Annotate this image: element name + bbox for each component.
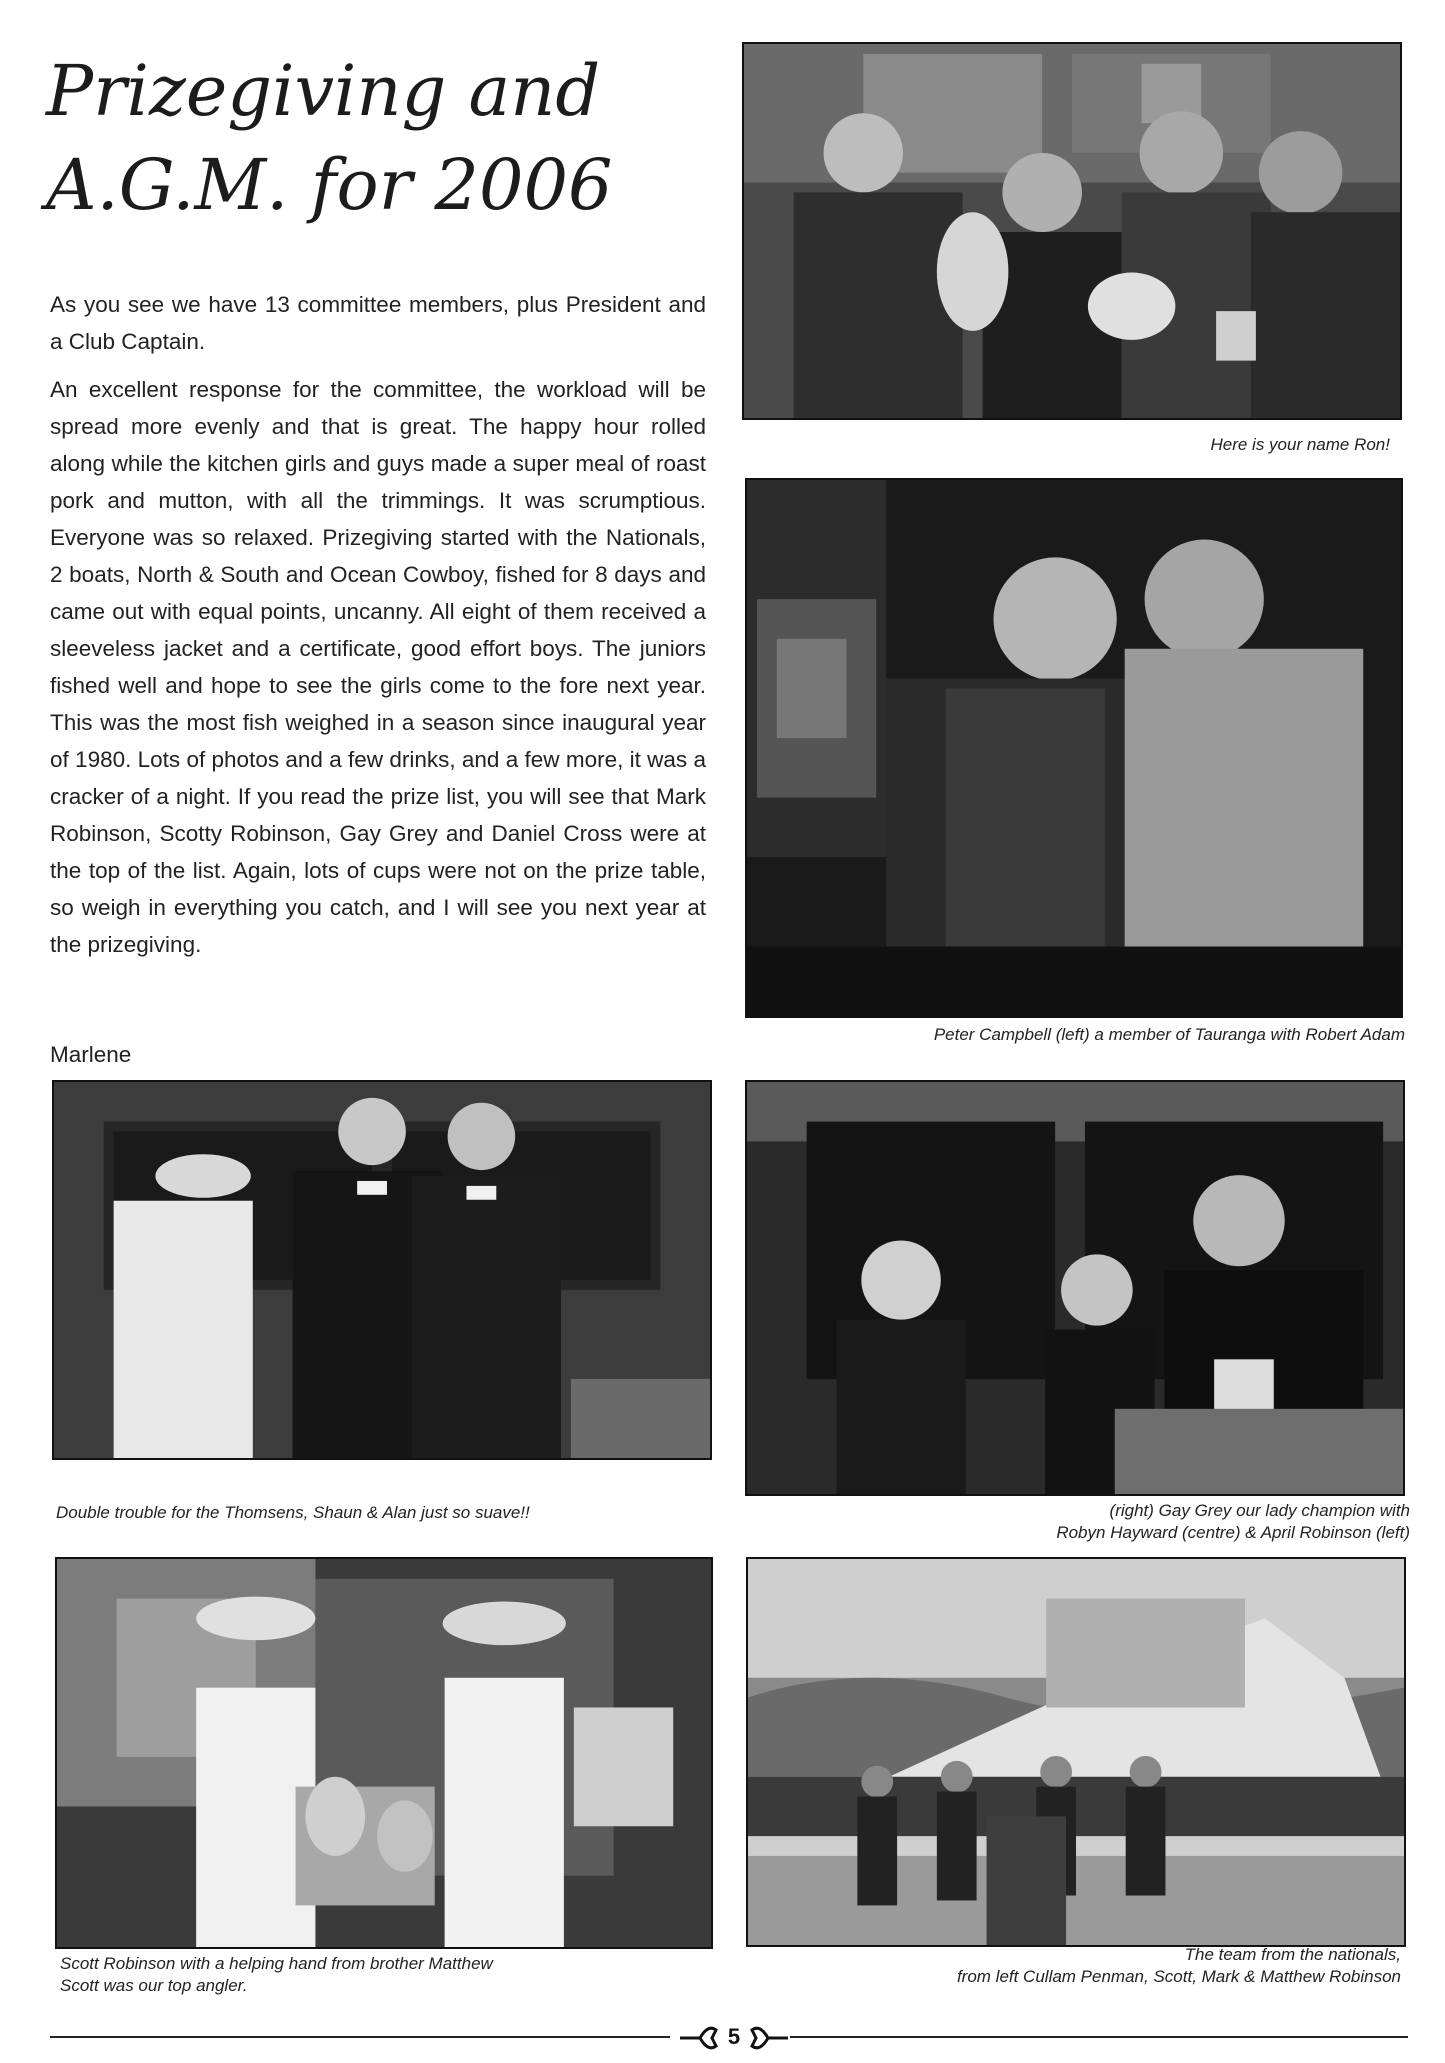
photo-thomsens [52,1080,712,1460]
photo-2-caption: Peter Campbell (left) a member of Tauranga with Robert Adam [933,1025,1405,1044]
photo-5-caption-line-1: Scott Robinson with a helping hand from brother Matthew [60,1954,493,1973]
photo-lady-champions [745,1080,1405,1496]
photo-peter-campbell-robert-adam [745,478,1403,1018]
photo-4-caption-line-1: (right) Gay Grey our lady champion with [1109,1501,1410,1520]
photo-scott-matthew-robinson [55,1557,713,1949]
article-title [46,44,706,232]
footer-rule-left [50,2036,670,2038]
photo-1-caption: Here is your name Ron! [1210,435,1390,454]
article-body [50,286,706,974]
photo-6-caption-line-2: from left Cullam Penman, Scott, Mark & Matthew Robinson [956,1967,1401,1986]
photo-5-caption [60,1953,720,1997]
photo-6-caption [746,1944,1401,1988]
paragraph-1: As you see we have 13 committee members, plus President and a Club Captain. [50,292,706,354]
signature: Marlene [50,1042,132,1067]
photo-6-caption-line-1: The team from the nationals, [1184,1945,1401,1964]
title-line-1: Prizegiving and [46,50,601,132]
footer-rule-right [790,2036,1408,2038]
photo-4-caption [745,1500,1410,1544]
photo-3-caption: Double trouble for the Thomsens, Shaun & Alan just so suave!! [56,1503,530,1522]
page-number: 5 [727,2024,741,2049]
paragraph-2: An excellent response for the committee, the workload will be spread more evenly and that is great. The happy hour rolled along while the kitchen girls and guys made a super meal of roast pork and mutton, with all the trimmings. It was scrumptious. Everyone was so relaxed. Prizegiving started with the Nationals, 2 boats, North & South and Ocean Cowboy, fished for 8 days and came out with equal points, uncanny. All eight of them received a sleeveless jacket and a certificate, good effort boys. The juniors fished well and hope to see the girls come to the fore next year. This was the most fish weighed in a season since inaugural year of 1980. Lots of photos and a few drinks, and a few more, it was a cracker of a night. If you read the prize list, you will see that Mark Robinson, Scotty Robinson, Gay Grey and Daniel Cross were at the top of the list. Again, lots of cups were not on the prize table, so weigh in everything you catch, and I will see you next year at the prizegiving. [50,377,706,957]
photo-nationals-team [746,1557,1406,1947]
photo-trophy-presentation [742,42,1402,420]
photo-4-caption-line-2: Robyn Hayward (centre) & April Robinson (left) [1056,1523,1410,1542]
photo-5-caption-line-2: Scott was our top angler. [60,1976,248,1995]
title-line-2: A.G.M. for 2006 [46,144,613,226]
